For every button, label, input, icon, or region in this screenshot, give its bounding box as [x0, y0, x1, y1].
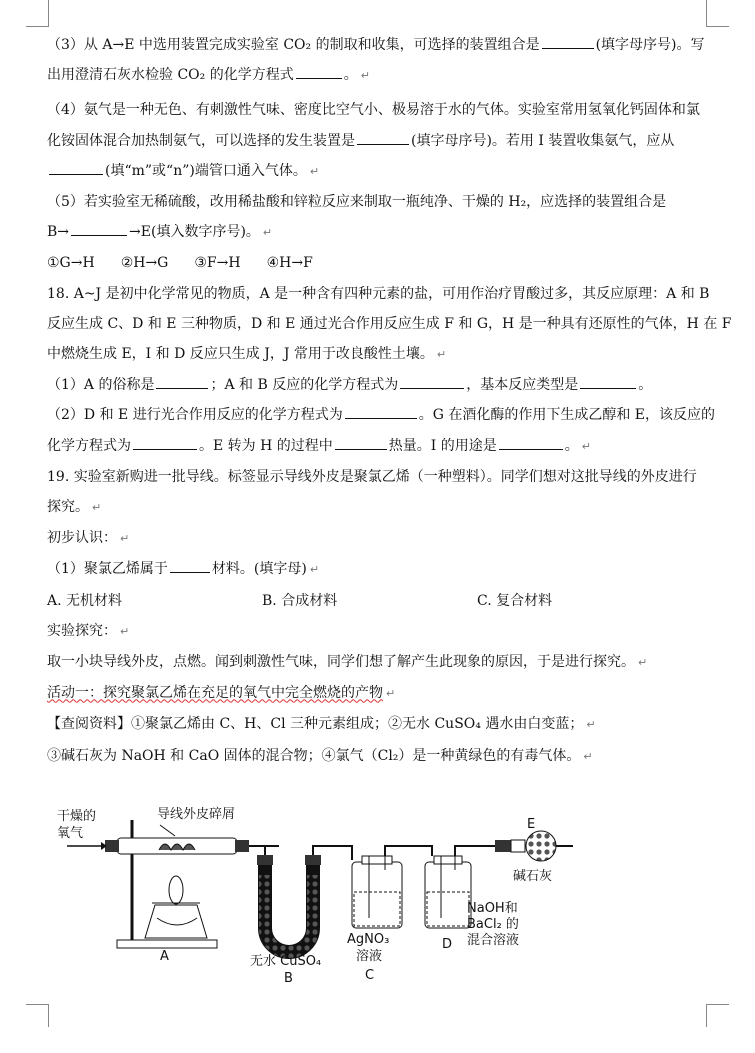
q18-text1: 18. A~J 是初中化学常见的物质，A 是一种含有四种元素的盐，可用作治疗胃酸过多，其反应原理：A 和 B [47, 285, 710, 302]
q18-text2: 反应生成 C、D 和 E 三种物质，D 和 E 通过光合作用反应生成 F 和 G，H 是一种具有还原性的气体，H 在 F [47, 315, 732, 332]
paragraph-mark-icon: ↵ [638, 656, 648, 670]
label-e: E [527, 817, 536, 832]
q5-line1 [47, 187, 707, 217]
q18-p1-d: 。 [638, 377, 653, 394]
prelim-heading: 初步认识： [47, 530, 117, 547]
paragraph-mark-icon: ↵ [262, 226, 273, 240]
paragraph-mark-icon: ↵ [360, 69, 370, 83]
q5-option-2: ②H→G [120, 255, 169, 272]
paragraph-mark-icon: ↵ [120, 532, 130, 546]
u-tube-cuso4 [265, 875, 313, 952]
q19-prelim [47, 523, 707, 554]
connector-c-d [385, 846, 432, 856]
label-mixed-solution: 混合溶液 [467, 933, 520, 948]
q18-part2 [47, 400, 716, 430]
label-dry-oxygen-2: 氧气 [57, 826, 84, 841]
label-bacl2: BaCl₂ 的 [467, 917, 519, 932]
answer-blank[interactable] [49, 160, 103, 175]
answer-blank[interactable] [499, 435, 563, 450]
q18-p2-c: 化学方程式为 [47, 437, 131, 454]
paragraph-mark-icon: ↵ [120, 624, 130, 638]
apparatus-a [57, 806, 249, 964]
q18-line2 [47, 309, 732, 339]
answer-blank[interactable] [133, 435, 197, 450]
paragraph-mark-icon: ↵ [309, 164, 320, 178]
info-1: ①聚氯乙烯由 C、H、Cl 三种元素组成；②无水 CuSO₄ 遇水由白变蓝； [131, 716, 584, 733]
naoh-bacl2-solution [427, 892, 469, 926]
q3-line1 [47, 30, 707, 60]
q19-activity [47, 678, 707, 709]
e-tube-neck [511, 840, 525, 852]
info-label: 【查阅资料】 [47, 716, 131, 733]
crop-mark-top-right [706, 0, 729, 27]
answer-blank[interactable] [296, 64, 342, 79]
answer-blank[interactable] [170, 558, 210, 573]
q4-line2 [47, 126, 707, 156]
q19-line2 [47, 492, 707, 523]
stopper-right [235, 840, 249, 852]
paragraph-mark-icon: ↵ [309, 563, 320, 577]
label-dry-oxygen-1: 干燥的 [57, 809, 97, 824]
q4-text: （4）氨气是一种无色、有刺激性气味、密度比空气小、极易溶于水的气体。实验室常用氢氧化钙固体和氯 [47, 102, 700, 119]
answer-blank[interactable] [580, 374, 636, 389]
q19-text1: 19. 实验室新购进一批导线。标签显示导线外皮是聚氯乙烯（一种塑料）。同学们想对这批导线的外皮进行 [47, 468, 697, 485]
q3-text-tail: (填字母序号)。写 [595, 37, 705, 53]
q5-option-3: ③F→H [194, 255, 241, 272]
q18-p1-a: （1）A 的俗称是 [47, 377, 155, 394]
q4-line1 [47, 95, 707, 125]
crop-mark-bottom-left [26, 1004, 49, 1027]
stopper-left [105, 840, 119, 852]
q5-line2 [47, 217, 707, 248]
label-b: B [284, 971, 293, 986]
q3-text: （3）从 A→E 中选用装置完成实验室 CO₂ 的制取和收集，可选择的装置组合是 [47, 37, 540, 53]
q19-line1 [47, 462, 707, 492]
q19-explore-text [47, 647, 707, 678]
apparatus-d [425, 846, 519, 952]
q5-head: B→ [47, 224, 70, 241]
answer-blank[interactable] [400, 374, 464, 389]
u-stopper-left [257, 855, 273, 865]
paragraph-mark-icon: ↵ [436, 348, 447, 362]
q19-text2: 探究。 [47, 499, 89, 516]
answer-blank[interactable] [357, 130, 409, 145]
flame [169, 876, 183, 904]
q5-option-4: ④H→F [266, 255, 313, 272]
q5-text: （5）若实验室无稀硫酸，改用稀盐酸和锌粒反应来制取一瓶纯净、干燥的 H₂，应选择的装置组合是 [47, 194, 667, 211]
answer-blank[interactable] [335, 435, 387, 450]
bottle-c-cap [362, 856, 392, 864]
paragraph-mark-icon: ↵ [586, 718, 596, 732]
apparatus-c [347, 846, 432, 983]
experiment-apparatus-diagram [47, 800, 587, 990]
e-stopper [495, 840, 511, 852]
q18-line3 [47, 339, 707, 370]
bottle-d-cap [434, 856, 462, 864]
q4-text4: (填“m”或“n”)端管口通入气体。 [105, 162, 307, 179]
q18-text3: 中燃烧生成 E，I 和 D 反应只生成 J，J 常用于改良酸性土壤。 [47, 346, 434, 363]
label-agno3-solution: 溶液 [356, 949, 383, 964]
connector-d-e [455, 846, 495, 856]
q18-part1 [47, 370, 707, 400]
paragraph-mark-icon: ↵ [583, 749, 593, 763]
document-body [47, 30, 732, 772]
q18-p1-b: ；A 和 B 反应的化学方程式为 [210, 377, 399, 394]
q18-p2-f: 。 [564, 437, 579, 454]
q19-info2 [47, 741, 707, 772]
q19-p1: （1）聚氯乙烯属于 [47, 561, 168, 578]
q3-end: 。 [343, 67, 358, 84]
paragraph-mark-icon: ↵ [581, 439, 591, 453]
answer-blank[interactable] [156, 374, 208, 389]
q19-explore [47, 616, 707, 647]
paragraph-mark-icon: ↵ [92, 501, 102, 515]
wire-scraps [159, 844, 195, 850]
q5-option-1: ①G→H [47, 255, 95, 272]
u-stopper-right [305, 855, 321, 865]
alcohol-lamp [145, 905, 207, 938]
q18-part2-line2 [47, 431, 707, 462]
q18-p2-b: 。G 在酒化酶的作用下生成乙醇和 E，该反应的 [418, 407, 716, 424]
activity-heading: 活动一：探究聚氯乙烯在充足的氧气中完全燃烧的产物 [47, 685, 383, 702]
q4-line3 [47, 156, 707, 187]
q19-part1 [47, 554, 707, 585]
q4-text2: 化铵固体混合加热制氨气，可以选择的发生装置是 [47, 132, 355, 149]
q18-p2-e: 热量。I 的用途是 [388, 437, 497, 454]
q19-p1-tail: 材料。(填字母) [211, 561, 307, 578]
agno3-solution [354, 892, 400, 926]
answer-blank[interactable] [71, 221, 127, 236]
q5-tail: →E(填入数字序号)。 [129, 224, 260, 241]
scraps-pointer [160, 825, 175, 836]
label-c: C [365, 968, 375, 983]
q19-choices [47, 586, 707, 616]
label-soda-lime: 碱石灰 [513, 869, 553, 884]
apparatus-e [495, 817, 573, 884]
answer-blank[interactable] [345, 404, 417, 419]
choice-b: B. 合成材料 [262, 592, 338, 609]
label-a: A [160, 949, 169, 964]
crop-mark-top-left [26, 0, 49, 27]
apparatus-b [250, 846, 352, 986]
q4-text3: (填字母序号)。若用 I 装置收集氨气，应从 [411, 132, 675, 149]
q18-p2-d: 。E 转为 H 的过程中 [199, 437, 333, 454]
q3-text2: 出用澄清石灰水检验 CO₂ 的化学方程式 [47, 67, 294, 84]
q3-line2 [47, 60, 707, 91]
explore-heading: 实验探究： [47, 622, 117, 639]
label-d: D [442, 937, 453, 952]
choice-a: A. 无机材料 [47, 592, 123, 609]
b-inlet [265, 846, 279, 855]
q18-p1-c: ，基本反应类型是 [466, 377, 579, 394]
crop-mark-bottom-right [706, 1004, 729, 1027]
q18-p2-a: （2）D 和 E 进行光合作用反应的化学方程式为 [47, 407, 343, 424]
stand-base [117, 940, 217, 948]
choice-c: C. 复合材料 [477, 592, 553, 609]
label-wire-scraps: 导线外皮碎屑 [157, 807, 236, 822]
paragraph-mark-icon: ↵ [386, 687, 396, 701]
answer-blank[interactable] [542, 34, 594, 49]
e-bulb [526, 831, 556, 861]
label-agno3: AgNO₃ [347, 932, 390, 947]
q5-options [47, 248, 707, 278]
q18-line1 [47, 279, 710, 309]
q19-info1 [47, 709, 707, 740]
explore-text: 取一小块导线外皮，点燃。闻到刺激性气味，同学们想了解产生此现象的原因，于是进行探究。 [47, 654, 635, 671]
label-naoh: NaOH和 [467, 901, 518, 916]
label-cuso4: 无水 CuSO₄ [250, 954, 322, 969]
info-2: ③碱石灰为 NaOH 和 CaO 固体的混合物；④氯气（Cl₂）是一种黄绿色的有毒气体。 [47, 747, 581, 764]
